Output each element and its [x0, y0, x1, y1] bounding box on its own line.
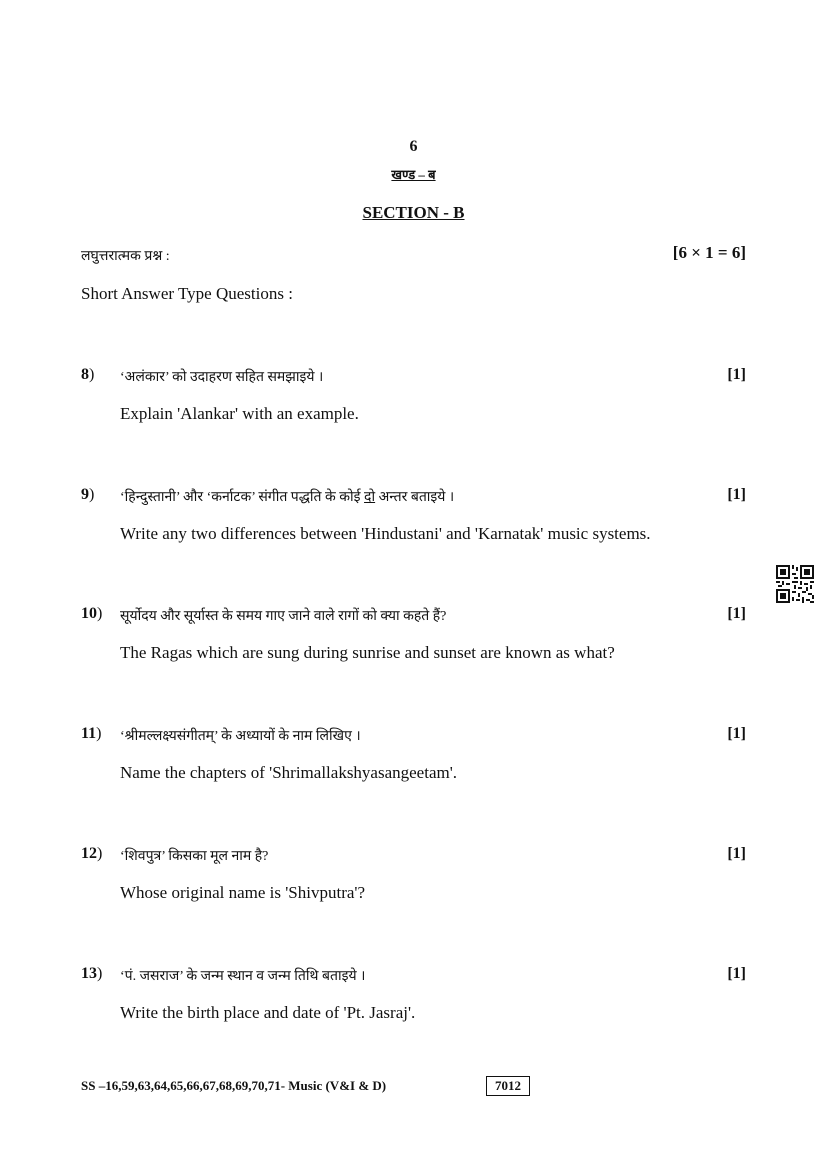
question-number: 13): [81, 965, 103, 982]
section-heading-english-text: SECTION - B: [362, 203, 465, 222]
question-text-hindi: [120, 726, 361, 745]
question-marks: [1]: [727, 366, 746, 383]
question-marks: [1]: [727, 965, 746, 982]
question-number-value: 8: [81, 366, 89, 383]
question-number-value: 11: [81, 725, 97, 742]
question-text-english: Write the birth place and date of 'Pt. Jasraj'.: [120, 1003, 416, 1022]
total-marks: [6 × 1 = 6]: [672, 243, 746, 262]
paper-code: SS –16,59,63,64,65,66,67,68,69,70,71- Music (V&I & D): [81, 1078, 387, 1093]
question-item: [81, 486, 746, 566]
question-text-english: Explain 'Alankar' with an example.: [120, 404, 359, 423]
subheading-hindi: लघुत्तरात्मक प्रश्न :: [81, 249, 170, 264]
question-text-hindi-part: ‘हिन्दुस्तानी’ और ‘कर्नाटक’ संगीत पद्धति के कोई: [120, 490, 365, 505]
question-text-english: Whose original name is 'Shivputra'?: [120, 883, 366, 902]
qr-code-icon: [776, 565, 814, 603]
question-text-hindi-part: ‘पं. जसराज’ के जन्म स्थान व जन्म तिथि बताइये ।: [120, 969, 366, 984]
question-text-hindi: [120, 367, 323, 386]
question-text-hindi: [120, 487, 454, 506]
question-text-hindi-part: ‘अलंकार’ को उदाहरण सहित समझाइये ।: [120, 370, 324, 385]
question-marks: [1]: [727, 486, 746, 503]
question-item: [81, 725, 746, 805]
question-text-hindi: [120, 966, 365, 985]
question-marks: [1]: [727, 605, 746, 622]
question-number-value: 9: [81, 486, 89, 503]
question-text-english: Name the chapters of 'Shrimallakshyasangeetam'.: [120, 763, 458, 782]
section-heading-english: [0, 203, 827, 223]
question-item: [81, 605, 746, 685]
question-item: [81, 366, 746, 446]
question-item: [81, 845, 746, 925]
question-text-hindi: [120, 606, 446, 625]
question-marks: [1]: [727, 725, 746, 742]
page-number: 6: [409, 138, 418, 155]
question-text-hindi: [120, 846, 268, 865]
question-text-hindi-part: ‘शिवपुत्र’ किसका मूल नाम है?: [120, 849, 269, 864]
question-marks: [1]: [727, 845, 746, 862]
question-text-english: Write any two differences between 'Hindustani' and 'Karnatak' music systems.: [120, 524, 651, 543]
question-number-value: 13: [81, 965, 97, 982]
section-heading-hindi-text: खण्ड – ब: [391, 167, 436, 182]
question-item: [81, 965, 746, 1045]
question-text-english: The Ragas which are sung during sunrise and sunset are known as what?: [120, 643, 615, 662]
paper-code-box: 7012: [486, 1076, 530, 1096]
question-number-value: 12: [81, 845, 97, 862]
subheading-english: Short Answer Type Questions :: [81, 284, 293, 303]
question-text-hindi-part: सूर्योदय और सूर्यास्त के समय गाए जाने वाले रागों को क्या कहते हैं?: [120, 609, 447, 624]
question-number: 10): [81, 605, 103, 622]
question-number: 12): [81, 845, 103, 862]
question-text-hindi-underlined: दो: [364, 490, 376, 505]
question-number: 9): [81, 486, 95, 503]
question-number: 8): [81, 366, 95, 383]
section-heading-hindi: [0, 165, 827, 183]
question-number-value: 10: [81, 605, 97, 622]
question-text-hindi-part: अन्तर बताइये ।: [375, 490, 455, 505]
question-text-hindi-part: ‘श्रीमल्लक्ष्यसंगीतम्’ के अध्यायों के नाम लिखिए ।: [120, 729, 361, 744]
question-number: 11): [81, 725, 102, 742]
